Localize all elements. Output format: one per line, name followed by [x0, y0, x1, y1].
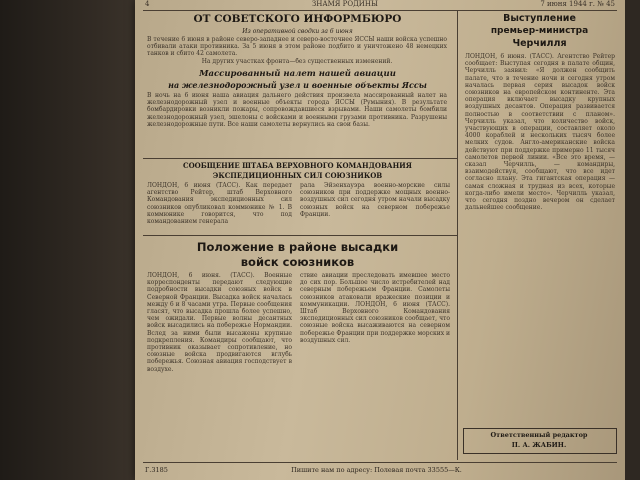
- postal-address: Пишите нам по адресу: Полевая почта 33555—К.: [291, 466, 462, 474]
- raid-headline-1: Массированный налет нашей авиации: [199, 69, 396, 79]
- landing-right-text: ствие авиации преследовать имевшее место до сих пор. Большое число истребителей над северным побережьем Франции. Самолеты союзников атаковали вражеские позиции и коммуникации. ЛОНДОН, 6 июня (ТАСС). Штаб Верховного Командования экспедиционных сил союзников сообщает, что союзные войска высаживаются на северном побережье Франции при поддержке морских и воздушных сил.: [300, 272, 450, 344]
- churchill-headline-2: премьер-министра: [490, 26, 589, 36]
- newspaper-page: [135, 0, 625, 480]
- churchill-headline-3: Черчилля: [512, 38, 567, 49]
- raid-headline-2: на железнодорожный узел и военные объекты Яссы: [168, 80, 427, 90]
- editor-label: Ответственный редактор: [490, 431, 588, 439]
- background-table-right: [625, 0, 640, 480]
- masthead-strip: [145, 0, 615, 10]
- editor-name: П. А. ЖАБИН.: [511, 441, 567, 449]
- sovinform-headline: ОТ СОВЕТСКОГО ИНФОРМБЮРО: [193, 13, 402, 25]
- shaef-headline-1: СООБЩЕНИЕ ШТАБА ВЕРХОВНОГО КОМАНДОВАНИЯ: [183, 161, 412, 170]
- shaef-left-text: ЛОНДОН, 6 июня (ТАСС). Как передает агентство Рейтер, штаб Верховного Командования экспедиционных сил союзников опубликовал коммюнике № 1. В коммюнике говорится, что под командованием генерала: [147, 182, 292, 226]
- footer: [145, 464, 615, 476]
- raid-text: В ночь на 6 июня наша авиация дальнего действия произвела массированный налет на железнодорожный узел и военные объекты города ЯССЫ (Румыния). В результате бомбардировки возникли пожары, сопровождавшиеся взрывами. Наши самолеты бомбили железнодорожный узел, эшелоны с войсками и военными грузами противника. Разрушены железнодорожные пути. Все наши самолеты вернулись на свои базы.: [147, 92, 447, 128]
- landing-headline-2: войск союзников: [240, 255, 355, 269]
- churchill-text: ЛОНДОН, 6 июня. (ТАСС). Агентство Рейтер сообщает: Выступая сегодня в палате общин, Черчилль заявил: «Я должен сообщить палате, что в течение ночи и сегодня утром началась первая серия высадок войск союзников на европейском континенте. Эта операция включает высадку крупных воздушных десантов. Операция развивается полностью в соответствии с планом». Черчилль указал, что количество войск, участвующих в операции, составляет около 4000 кораблей и нескольких тысяч более мелких судов. Англо-американские войска действуют при поддержке примерно 11 тысяч самолетов первой линии. «Все это время, — сказал Черчилль, — командиры, взаимодействуя, сообщают, что все идет согласно плану. Эта гигантская операция — самая сложная и трудная из всех, которые когда-либо имели место». Черчилль указал, что сегодня поздно вечером он сделает дальнейшее сообщение.: [465, 53, 615, 212]
- newspaper-title: ЗНАМЯ РОДИНЫ: [311, 0, 378, 8]
- sovinform-lead: В течение 6 июня в районе северо-западнее и северо-восточнее ЯССЫ наши войска успешно отбивали атаки противника. За 5 июня в этом районе подбито и уничтожено 48 немецких танков и сбито 42 самолета.: [147, 36, 447, 58]
- section-rule: [143, 235, 457, 236]
- shaef-right-text: рала Эйзенхауэра военно-морские силы союзников при поддержке мощных военно-воздушных сил сегодня утром начали высадку союзных войск на северном побережье Франции.: [300, 182, 450, 218]
- churchill-headline-1: Выступление: [503, 13, 576, 24]
- sovinform-tail: На других участках фронта—без существенных изменений.: [201, 58, 393, 65]
- footer-rule: [143, 462, 617, 463]
- issue-date: 7 июня 1944 г. № 45: [540, 0, 615, 8]
- section-rule: [143, 158, 457, 159]
- landing-headline-1: Положение в районе высадки: [196, 240, 399, 254]
- print-order-code: Г.3185: [145, 466, 168, 474]
- sovinform-subhead: Из оперативной сводки за 6 июня: [242, 28, 353, 35]
- landing-left-text: ЛОНДОН, 6 июня. (ТАСС). Военные корреспонденты передают следующие подробности высадки союзных войск в Северной Франции. Высадка войск началась между 6 и 8 часами утра. Первые сообщения гласят, что высадка прошла более успешно, чем ожидали. Первые волны десантных войск высадились на побережье Нормандии. Вслед за ними были высажены крупные подкрепления. Командиры сообщают, что противник оказывает сопротивление, но союзные войска продвигаются вглубь побережья. Союзная авиация господствует в воздухе.: [147, 272, 292, 373]
- masthead-rule: [143, 10, 617, 11]
- column-divider: [457, 10, 458, 460]
- page-number: 4: [145, 0, 150, 8]
- shaef-headline-2: ЭКСПЕДИЦИОННЫХ СИЛ СОЮЗНИКОВ: [212, 171, 383, 180]
- background-table-left: [0, 0, 135, 480]
